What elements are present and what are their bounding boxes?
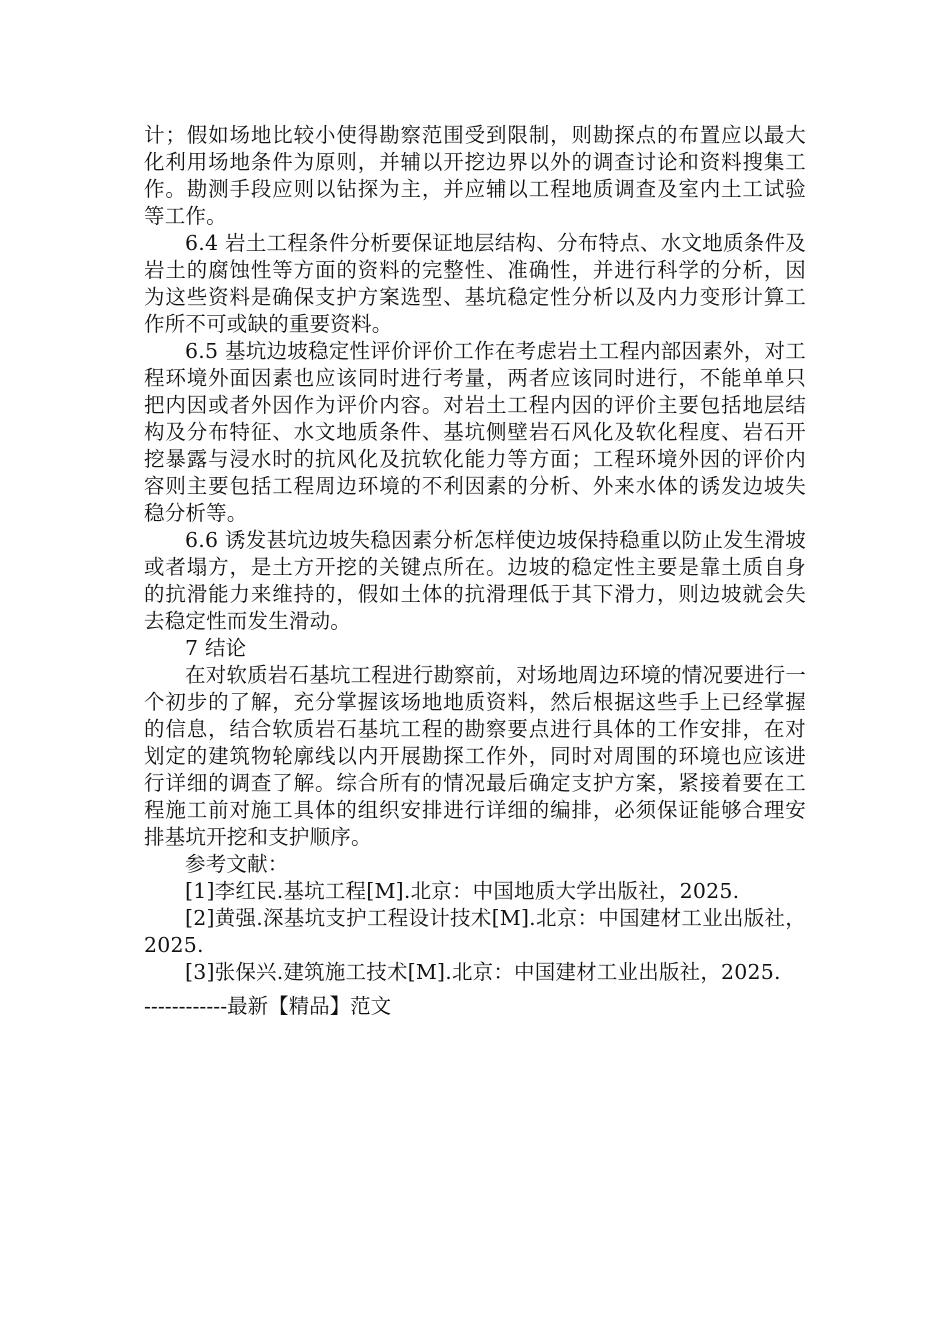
paragraph-conclusion: 在对软质岩石基坑工程进行勘察前，对场地周边环境的情况要进行一个初步的了解，充分掌握该场地地质资料，然后根据这些手上已经掌握的信息，结合软质岩石基坑工程的勘察要点进行具体的工作安排，在对划定的建筑物轮廓线以内开展勘探工作外，同时对周围的环境也应该进行详细的调查了解。综合所有的情况最后确定支护方案，紧接着要在工程施工前对施工具体的组织安排进行详细的编排，必须保证能够合理安排基坑开挖和支护顺序。 — [144, 663, 806, 849]
paragraph-6-5: 6.5 基坑边坡稳定性评价评价工作在考虑岩土工程内部因素外，对工程环境外面因素也应该同时进行考量，两者应该同时进行，不能单单只把内因或者外因作为评价内容。对岩土工程内因的评价主要包括地层结构及分布特征、水文地质条件、基坑侧壁岩石风化及软化程度、岩石开挖暴露与浸水时的抗风化及抗软化能力等方面；工程环境外因的评价内容则主要包括工程周边环境的不利因素的分析、外来水体的诱发边坡失稳分析等。 — [144, 339, 806, 525]
reference-item-1: [1]李红民.基坑工程[M].北京：中国地质大学出版社，2025. — [185, 879, 740, 903]
paragraph-6-6: 6.6 诱发甚坑边坡失稳因素分析怎样使边坡保持稳重以防止发生滑坡或者塌方，是土方开挖的关键点所在。边坡的稳定性主要是靠土质自身的抗滑能力来维持的，假如土体的抗滑理低于其下滑力，则边坡就会失去稳定性而发生滑动。 — [144, 528, 806, 633]
references-heading: 参考文献： — [185, 852, 289, 876]
document-body — [144, 122, 806, 986]
reference-item-3: [3]张保兴.建筑施工技术[M].北京：中国建材工业出版社，2025. — [185, 960, 781, 984]
paragraph-continued: 计；假如场地比较小使得勘察范围受到限制，则勘探点的布置应以最大化利用场地条件为原则，并辅以开挖边界以外的调查讨论和资料搜集工作。勘测手段应则以钻探为主，并应辅以工程地质调查及室内土工试验等工作。 — [144, 123, 806, 228]
reference-item-2: [2]黄强.深基坑支护工程设计技术[M].北京：中国建材工业出版社，2025. — [144, 906, 806, 957]
section-heading-conclusion: 7 结论 — [185, 636, 247, 660]
footer-banner: ------------最新【精品】范文 — [144, 994, 392, 1018]
paragraph-6-4: 6.4 岩土工程条件分析要保证地层结构、分布特点、水文地质条件及岩土的腐蚀性等方面的资料的完整性、准确性，并进行科学的分析，因为这些资料是确保支护方案选型、基坑稳定性分析以及内力变形计算工作所不可或缺的重要资料。 — [144, 231, 806, 336]
